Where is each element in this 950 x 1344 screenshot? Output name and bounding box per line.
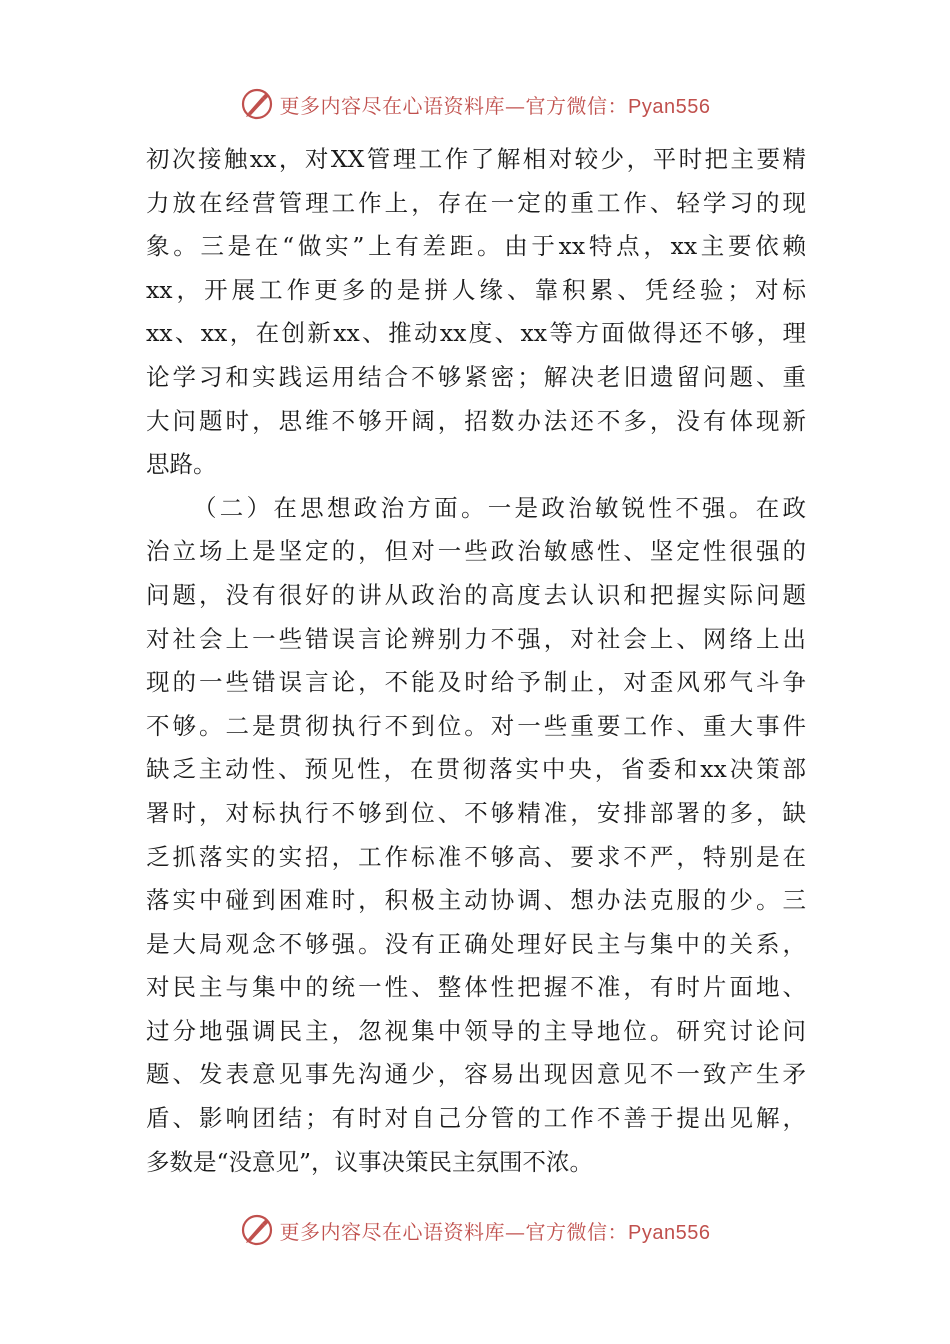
body-line: 大问题时，思维不够开阔，招数办法还不多，没有体现新: [146, 406, 806, 435]
body-line: 现的一些错误言论，不能及时给予制止，对歪风邪气斗争: [146, 668, 806, 697]
body-line: 过分地强调民主，忽视集中领导的主导地位。研究讨论问: [146, 1016, 806, 1045]
body-line: 乏抓落实的实招，工作标准不够高、要求不严，特别是在: [146, 842, 806, 871]
watermark-text: 更多内容尽在心语资料库—官方微信：: [279, 93, 629, 118]
body-line: 象。三是在“做实”上有差距。由于xx特点，xx主要依赖: [146, 232, 806, 261]
body-line: 不够。二是贯彻执行不到位。对一些重要工作、重大事件: [146, 711, 806, 740]
header-watermark: [0, 84, 950, 124]
body-line: 缺乏主动性、预见性，在贯彻落实中央，省委和xx决策部: [146, 755, 806, 784]
watermark-wechat-id: Pyan556: [628, 95, 711, 118]
pen-logo-icon: [240, 87, 274, 121]
watermark-text: 更多内容尽在心语资料库—官方微信：: [279, 1219, 629, 1244]
body-line: 落实中碰到困难时，积极主动协调、想办法克服的少。三: [146, 886, 806, 915]
body-line: 初次接触xx，对XX管理工作了解相对较少，平时把主要精: [146, 145, 806, 173]
body-line: 思路。: [146, 450, 217, 479]
body-line: 题、发表意见事先沟通少，容易出现因意见不一致产生矛: [146, 1060, 806, 1089]
body-line: 论学习和实践运用结合不够紧密；解决老旧遗留问题、重: [146, 362, 806, 391]
body-line: 对民主与集中的统一性、整体性把握不准，有时片面地、: [146, 973, 806, 1002]
document-body: [146, 138, 806, 1184]
body-line: 署时，对标执行不够到位、不够精准，安排部署的多，缺: [146, 798, 806, 827]
body-line: 是大局观念不够强。没有正确处理好民主与集中的关系，: [146, 929, 806, 958]
body-line: 盾、影响团结；有时对自己分管的工作不善于提出见解，: [146, 1104, 806, 1133]
body-line: （二）在思想政治方面。一是政治敏锐性不强。在政: [193, 493, 806, 522]
footer-watermark: [0, 1210, 950, 1250]
body-line: 治立场上是坚定的，但对一些政治敏感性、坚定性很强的: [146, 537, 806, 566]
body-line: 问题，没有很好的讲从政治的高度去认识和把握实际问题: [146, 580, 806, 609]
body-line: xx、xx，在创新xx、推动xx度、xx等方面做得还不够，理: [146, 319, 806, 348]
pen-logo-icon: [240, 1213, 274, 1247]
body-line: xx，开展工作更多的是拼人缘、靠积累、凭经验；对标: [146, 275, 806, 304]
body-line: 多数是“没意见”，议事决策民主氛围不浓。: [146, 1147, 594, 1176]
watermark-wechat-id: Pyan556: [628, 1221, 711, 1244]
body-line: 对社会上一些错误言论辨别力不强，对社会上、网络上出: [146, 624, 806, 653]
body-line: 力放在经营管理工作上，存在一定的重工作、轻学习的现: [146, 188, 806, 217]
